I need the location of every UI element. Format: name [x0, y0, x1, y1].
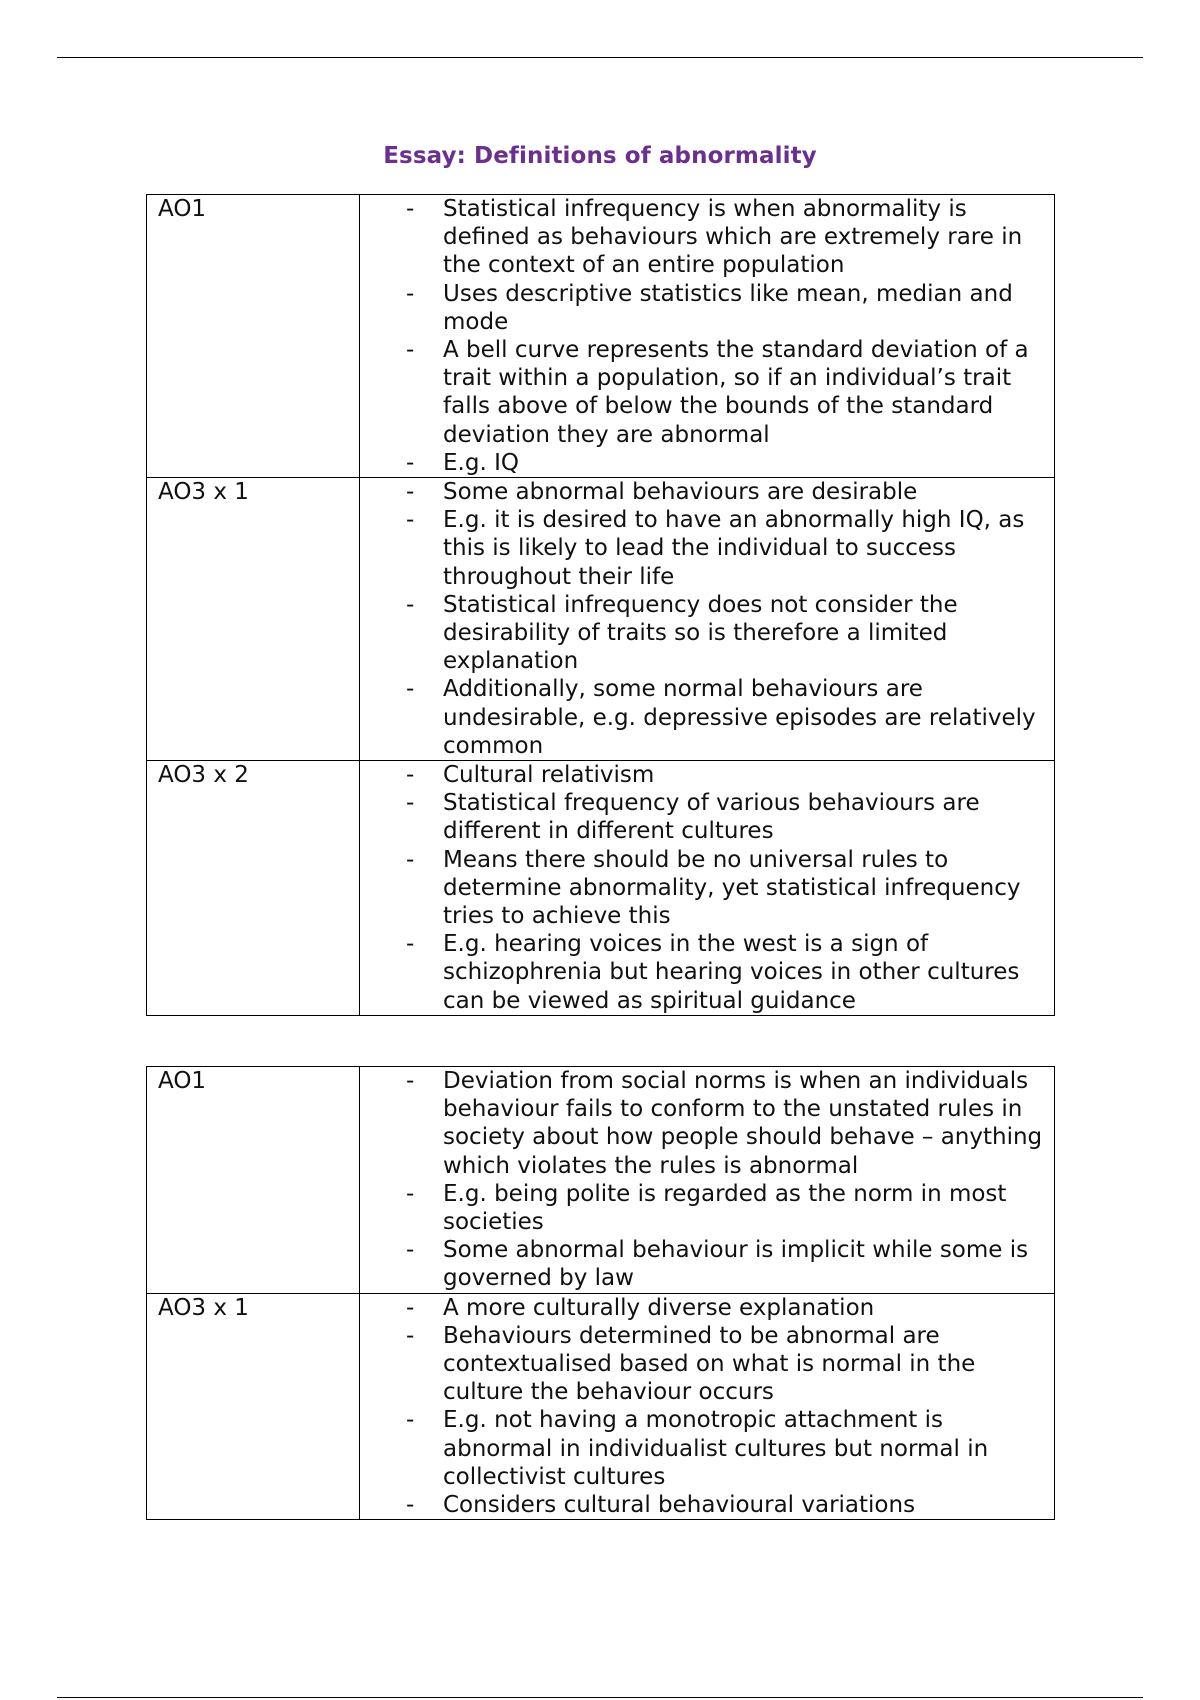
dash-bullet-icon: - — [406, 846, 415, 873]
top-rule — [57, 57, 1143, 58]
point-text: Means there should be no universal rules to determine abnormality, yet statistical infrequency tries to achieve this — [443, 846, 1021, 930]
dash-bullet-icon: - — [406, 337, 415, 364]
point-text: Deviation from social norms is when an individuals behaviour fails to conform to the unstated rules in society about how people should behave – anything which violates the rules is abnormal — [443, 1068, 1043, 1179]
dash-bullet-icon: - — [406, 591, 415, 618]
dash-bullet-icon: - — [406, 1492, 415, 1519]
point-text: A bell curve represents the standard deviation of a trait within a population, so if an individual’s trait falls above of below the bounds of the standard deviation they are abnormal — [443, 337, 1029, 448]
dash-bullet-icon: - — [406, 762, 415, 789]
point-text: Behaviours determined to be abnormal are contextualised based on what is normal in the culture the behaviour occurs — [443, 1322, 976, 1406]
point-text: Some abnormal behaviour is implicit while some is governed by law — [443, 1237, 1029, 1292]
dash-bullet-icon: - — [406, 676, 415, 703]
list-item — [360, 195, 1050, 280]
table-row — [147, 761, 1055, 1016]
point-text: Statistical infrequency is when abnormality is defined as behaviours which are extremely rare in the context of an entire population — [443, 196, 1023, 279]
assessment-objective-label: AO3 x 2 — [147, 761, 360, 1016]
point-text: A more culturally diverse explanation — [443, 1294, 875, 1321]
list-item — [360, 449, 1050, 477]
table-row — [147, 195, 1055, 478]
points-cell — [360, 195, 1055, 478]
page-title: Essay: Definitions of abnormality — [383, 143, 817, 169]
dash-bullet-icon: - — [406, 280, 415, 307]
points-cell — [360, 761, 1055, 1016]
list-item — [360, 1406, 1050, 1491]
point-text: Statistical frequency of various behaviours are different in different cultures — [443, 790, 980, 845]
point-text: E.g. it is desired to have an abnormally high IQ, as this is likely to lead the individual to success throughout their life — [443, 507, 1025, 590]
list-item — [360, 1322, 1050, 1407]
table-row — [147, 478, 1055, 761]
essay-table-social-norms — [146, 1066, 1055, 1520]
bullet-list — [360, 478, 1050, 760]
list-item — [360, 591, 1050, 676]
point-text: E.g. being polite is regarded as the norm in most societies — [443, 1180, 1007, 1236]
list-item — [360, 846, 1050, 931]
dash-bullet-icon: - — [406, 790, 415, 817]
list-item — [360, 280, 1050, 336]
bullet-list — [360, 1294, 1050, 1520]
bullet-list — [360, 1067, 1050, 1293]
bullet-list — [360, 195, 1050, 477]
dash-bullet-icon: - — [406, 1180, 415, 1207]
list-item — [360, 930, 1050, 1015]
bullet-list — [360, 761, 1050, 1015]
dash-bullet-icon: - — [406, 196, 415, 222]
point-text: E.g. not having a monotropic attachment is abnormal in individualist cultures but normal in collectivist cultures — [443, 1407, 989, 1490]
assessment-objective-label: AO1 — [147, 195, 360, 478]
table-row — [147, 1293, 1055, 1520]
assessment-objective-label: AO3 x 1 — [147, 1293, 360, 1520]
dash-bullet-icon: - — [406, 479, 415, 506]
point-text: Considers cultural behavioural variations — [443, 1492, 916, 1519]
bottom-rule — [57, 1697, 1143, 1698]
list-item — [360, 1236, 1050, 1292]
points-cell — [360, 1067, 1055, 1294]
dash-bullet-icon: - — [406, 1407, 415, 1434]
assessment-objective-label: AO3 x 1 — [147, 478, 360, 761]
dash-bullet-icon: - — [406, 1294, 415, 1321]
points-cell — [360, 478, 1055, 761]
list-item — [360, 675, 1050, 760]
list-item — [360, 506, 1050, 591]
list-item — [360, 478, 1050, 506]
essay-table-statistical-infrequency — [146, 194, 1055, 1016]
dash-bullet-icon: - — [406, 449, 415, 476]
point-text: Some abnormal behaviours are desirable — [443, 479, 918, 506]
list-item — [360, 789, 1050, 845]
list-item — [360, 1067, 1050, 1180]
list-item — [360, 1491, 1050, 1519]
point-text: Additionally, some normal behaviours are undesirable, e.g. depressive episodes are relatively common — [443, 676, 1036, 759]
point-text: Cultural relativism — [443, 762, 655, 789]
point-text: Uses descriptive statistics like mean, median and mode — [443, 280, 1013, 335]
point-text: E.g. hearing voices in the west is a sign of schizophrenia but hearing voices in other cultures can be viewed as spiritual guidance — [443, 931, 1020, 1014]
list-item — [360, 336, 1050, 449]
list-item — [360, 761, 1050, 789]
dash-bullet-icon: - — [406, 1237, 415, 1264]
dash-bullet-icon: - — [406, 1068, 415, 1094]
dash-bullet-icon: - — [406, 931, 415, 958]
list-item — [360, 1294, 1050, 1322]
list-item — [360, 1180, 1050, 1236]
dash-bullet-icon: - — [406, 507, 415, 534]
table-row — [147, 1067, 1055, 1294]
point-text: Statistical infrequency does not consider the desirability of traits so is therefore a limited explanation — [443, 591, 958, 675]
dash-bullet-icon: - — [406, 1322, 415, 1349]
assessment-objective-label: AO1 — [147, 1067, 360, 1294]
points-cell — [360, 1293, 1055, 1520]
point-text: E.g. IQ — [443, 449, 519, 476]
